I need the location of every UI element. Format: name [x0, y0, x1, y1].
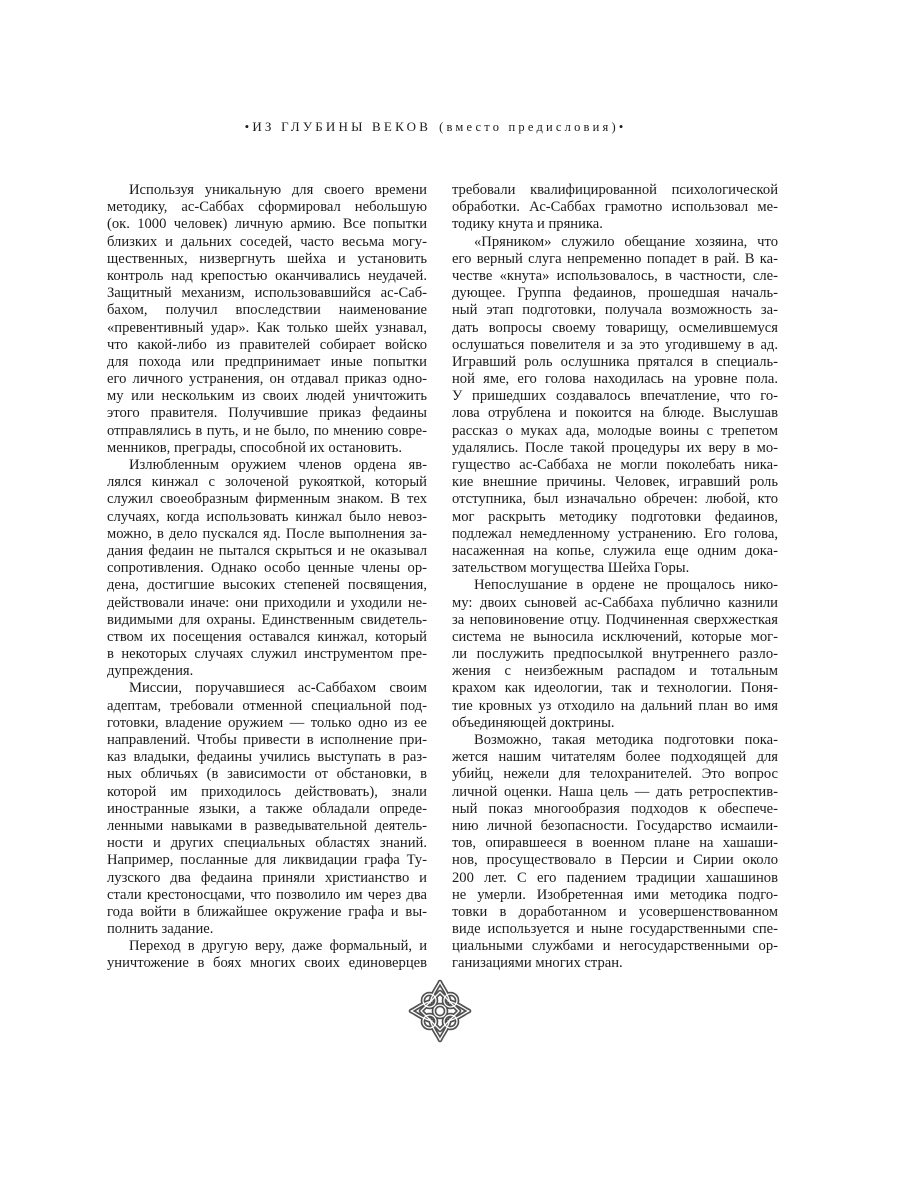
- text-line: мог раскрыть методику подготовки федаинов,: [452, 508, 778, 525]
- text-line: система не выносила исключений, которые мог-: [452, 628, 778, 645]
- text-line: дания федаин не пытался скрыться и не оказывал: [107, 542, 427, 559]
- paragraph: [107, 182, 427, 457]
- text-line: которой им приходилось действовать), знали: [107, 783, 427, 800]
- text-line: честве «кнута» использовалось, в частности, сле-: [452, 267, 778, 284]
- text-line: ленными навыками в разведывательной деятель-: [107, 817, 427, 834]
- paragraph: [452, 577, 778, 732]
- text-line: Переход в другую веру, даже формальный, и: [129, 938, 427, 955]
- text-line: ный показ многообразия подходов к обеспече-: [452, 800, 778, 817]
- text-line: лова отрублена и покоится на блюде. Выслушав: [452, 405, 778, 422]
- text-line: насаженная на копье, служила еще одним дока-: [452, 542, 778, 559]
- text-line: крахом как идеологии, так и технологии. Поня-: [452, 680, 778, 697]
- text-line: года войти в ближайшее окружение графа и вы-: [107, 903, 427, 920]
- right-text-column: [452, 182, 778, 973]
- text-line: удалялись. После такой процедуры их веру в мо-: [452, 439, 778, 456]
- text-line: сопротивления. Однако особо ценные члены ор-: [107, 560, 427, 577]
- running-head-subtitle: (вместо предисловия)•: [439, 120, 627, 134]
- text-line: можно, в дело пускался яд. После выполнения за-: [107, 525, 427, 542]
- text-line: не умерли. Изобретенная ими методика подго-: [452, 886, 778, 903]
- text-line: Возможно, такая методика подготовки пока-: [474, 732, 778, 748]
- text-line: дать вопросы своему товарищу, осмелившемуся: [452, 319, 778, 336]
- text-line: близких и дальних соседей, часто весьма могу-: [107, 233, 427, 250]
- text-line: его личного устранения, он отдавал приказ одно-: [107, 371, 427, 388]
- paragraph: [452, 182, 778, 234]
- text-line: бахом, получил впоследствии наименование: [107, 302, 427, 319]
- text-line: «превентивный удар». Как только шейх узнавал,: [107, 319, 427, 336]
- text-line: гущество ас-Саббаха не могли поколебать ника-: [452, 457, 778, 473]
- text-line: товки в доработанном и усовершенствованном: [452, 903, 778, 920]
- text-line: менников, преграды, способной их остановить.: [107, 439, 402, 456]
- paragraph: [107, 938, 427, 972]
- text-line: жется нашим читателям более подходящей для: [452, 749, 778, 766]
- text-line: объединяющей доктрины.: [452, 714, 615, 731]
- text-line: адептам, требовали отменной специальной под-: [107, 697, 427, 714]
- text-line: отступника, был изначально обречен: любой, кто: [452, 491, 778, 508]
- text-line: щественных, низвергнуть шейха и установить: [107, 250, 427, 267]
- text-line: в некоторых случаях служил инструментом пре-: [107, 646, 427, 663]
- text-line: методику, ас-Саббах сформировал небольшую: [107, 199, 427, 216]
- text-line: Излюбленным оружием членов ордена яв-: [129, 457, 427, 473]
- text-line: му или нескольким из своих людей уничтожить: [107, 388, 427, 405]
- text-line: Используя уникальную для своего времени: [129, 182, 427, 198]
- text-line: ный этап подготовки, получала возможность за-: [452, 302, 778, 319]
- text-line: «Пряником» служило обещание хозяина, что: [474, 233, 778, 250]
- text-line: тодику кнута и пряника.: [452, 216, 603, 233]
- text-line: дена, достигшие высоких степеней посвящения,: [107, 577, 427, 594]
- text-line: нию личной безопасности. Государство исмаили-: [452, 817, 778, 834]
- text-line: для похода или предпринимает иные попытки: [107, 353, 427, 370]
- text-line: тие кровных уз отходило на дальний план во имя: [452, 697, 778, 714]
- text-line: иностранные языки, а также обладали опреде-: [107, 800, 427, 817]
- text-line: каз владыки, федаины учились выступать в раз-: [107, 749, 427, 766]
- text-line: жения с неизбежным распадом и тотальным: [452, 663, 778, 680]
- text-line: Миссии, поручавшиеся ас-Саббахом своим: [129, 680, 427, 697]
- text-line: его верный слуга непременно попадет в рай. В ка-: [452, 250, 778, 267]
- text-line: дующее. Группа федаинов, прошедшая началь-: [452, 285, 778, 302]
- text-line: Непослушание в ордене не прощалось нико-: [474, 577, 778, 594]
- text-line: (ок. 1000 человек) личную армию. Все попытки: [107, 216, 427, 233]
- text-line: обработки. Ас-Саббах грамотно использовал ме-: [452, 199, 778, 216]
- text-line: ности и других специальных областях знаний.: [107, 835, 427, 852]
- text-line: зательством могущества Шейха Горы.: [452, 560, 690, 577]
- text-line: уничтожение в боях многих своих единоверцев: [107, 955, 427, 972]
- paragraph: [452, 732, 778, 973]
- text-line: рассказ о муках ада, молодые воины с трепетом: [452, 422, 778, 439]
- celtic-knot-icon: [408, 979, 472, 1043]
- text-line: му: двоих сыновей ас-Саббаха публично казнили: [452, 594, 778, 611]
- text-line: контроль над крепостью оканчивались неудачей.: [107, 267, 427, 284]
- text-line: убийц, нежели для телохранителей. Это вопрос: [452, 766, 778, 783]
- text-line: подлежал немедленному устранению. Его голова,: [452, 525, 778, 542]
- text-line: этого правителя. Получившие приказ федаины: [107, 405, 427, 422]
- text-line: Например, посланные для ликвидации графа Ту-: [107, 852, 427, 869]
- running-head-title: •ИЗ ГЛУБИНЫ ВЕКОВ: [244, 119, 432, 134]
- text-line: дупреждения.: [107, 663, 194, 680]
- text-line: действовали иначе: они приходили и уходили не-: [107, 594, 427, 611]
- text-line: ных обличьях (в зависимости от обстановки, в: [107, 766, 427, 783]
- text-line: требовали квалифицированной психологической: [452, 182, 778, 198]
- text-line: видимыми для охраны. Единственным свидетель-: [107, 611, 427, 628]
- text-line: ли послужить предпосылкой внутреннего разло-: [452, 646, 778, 663]
- text-line: кие внешние причины. Человек, игравший роль: [452, 474, 778, 491]
- text-line: стали крестоносцами, что позволило им через два: [107, 886, 427, 903]
- text-line: готовки, владение оружием — только одно из ее: [107, 714, 427, 731]
- left-text-column: [107, 182, 427, 973]
- text-line: тов, опиравшееся в военном плане на хашаши-: [452, 835, 778, 852]
- running-head: [100, 119, 771, 135]
- text-line: что какой-либо из правителей собирает войско: [107, 336, 427, 353]
- paragraph: [452, 234, 778, 578]
- text-line: ослушаться повелителя и за это угодившему в ад.: [452, 336, 778, 353]
- text-line: за неповиновение отцу. Подчиненная сверхжесткая: [452, 611, 778, 628]
- text-line: полнить задание.: [107, 921, 214, 938]
- text-line: лялся кинжал с золоченой рукояткой, который: [107, 474, 427, 491]
- text-line: отправлялись в путь, и не было, по мнению совре-: [107, 422, 427, 439]
- text-line: лузского два федаина приняли христианство и: [107, 869, 427, 886]
- text-line: ганизациями многих стран.: [452, 955, 623, 972]
- text-line: ством их посещения оставался кинжал, который: [107, 628, 427, 645]
- text-line: направлений. Чтобы привести в исполнение при-: [107, 732, 427, 748]
- text-line: служил своеобразным фирменным знаком. В тех: [107, 491, 427, 508]
- text-line: случаях, когда использовать кинжал было невоз-: [107, 508, 427, 525]
- text-line: Игравший роль ослушника прятался в специаль-: [452, 353, 778, 370]
- paragraph: [107, 457, 427, 680]
- text-line: циальными службами и негосударственными ор-: [452, 938, 778, 955]
- text-line: 200 лет. С его падением традиции хашашинов: [452, 869, 778, 886]
- text-line: ной яме, его голова находилась на уровне пола.: [452, 371, 778, 388]
- text-line: У пришедших создавалось впечатление, что го-: [452, 388, 778, 405]
- text-line: Защитный механизм, использовавшийся ас-Саб-: [107, 285, 427, 302]
- paragraph: [107, 680, 427, 938]
- text-line: нов, просуществовало в Персии и Сирии около: [452, 852, 778, 869]
- text-line: личной оценки. Наша цель — дать ретроспектив-: [452, 783, 778, 800]
- text-line: виде используется и ныне государственными спе-: [452, 921, 778, 938]
